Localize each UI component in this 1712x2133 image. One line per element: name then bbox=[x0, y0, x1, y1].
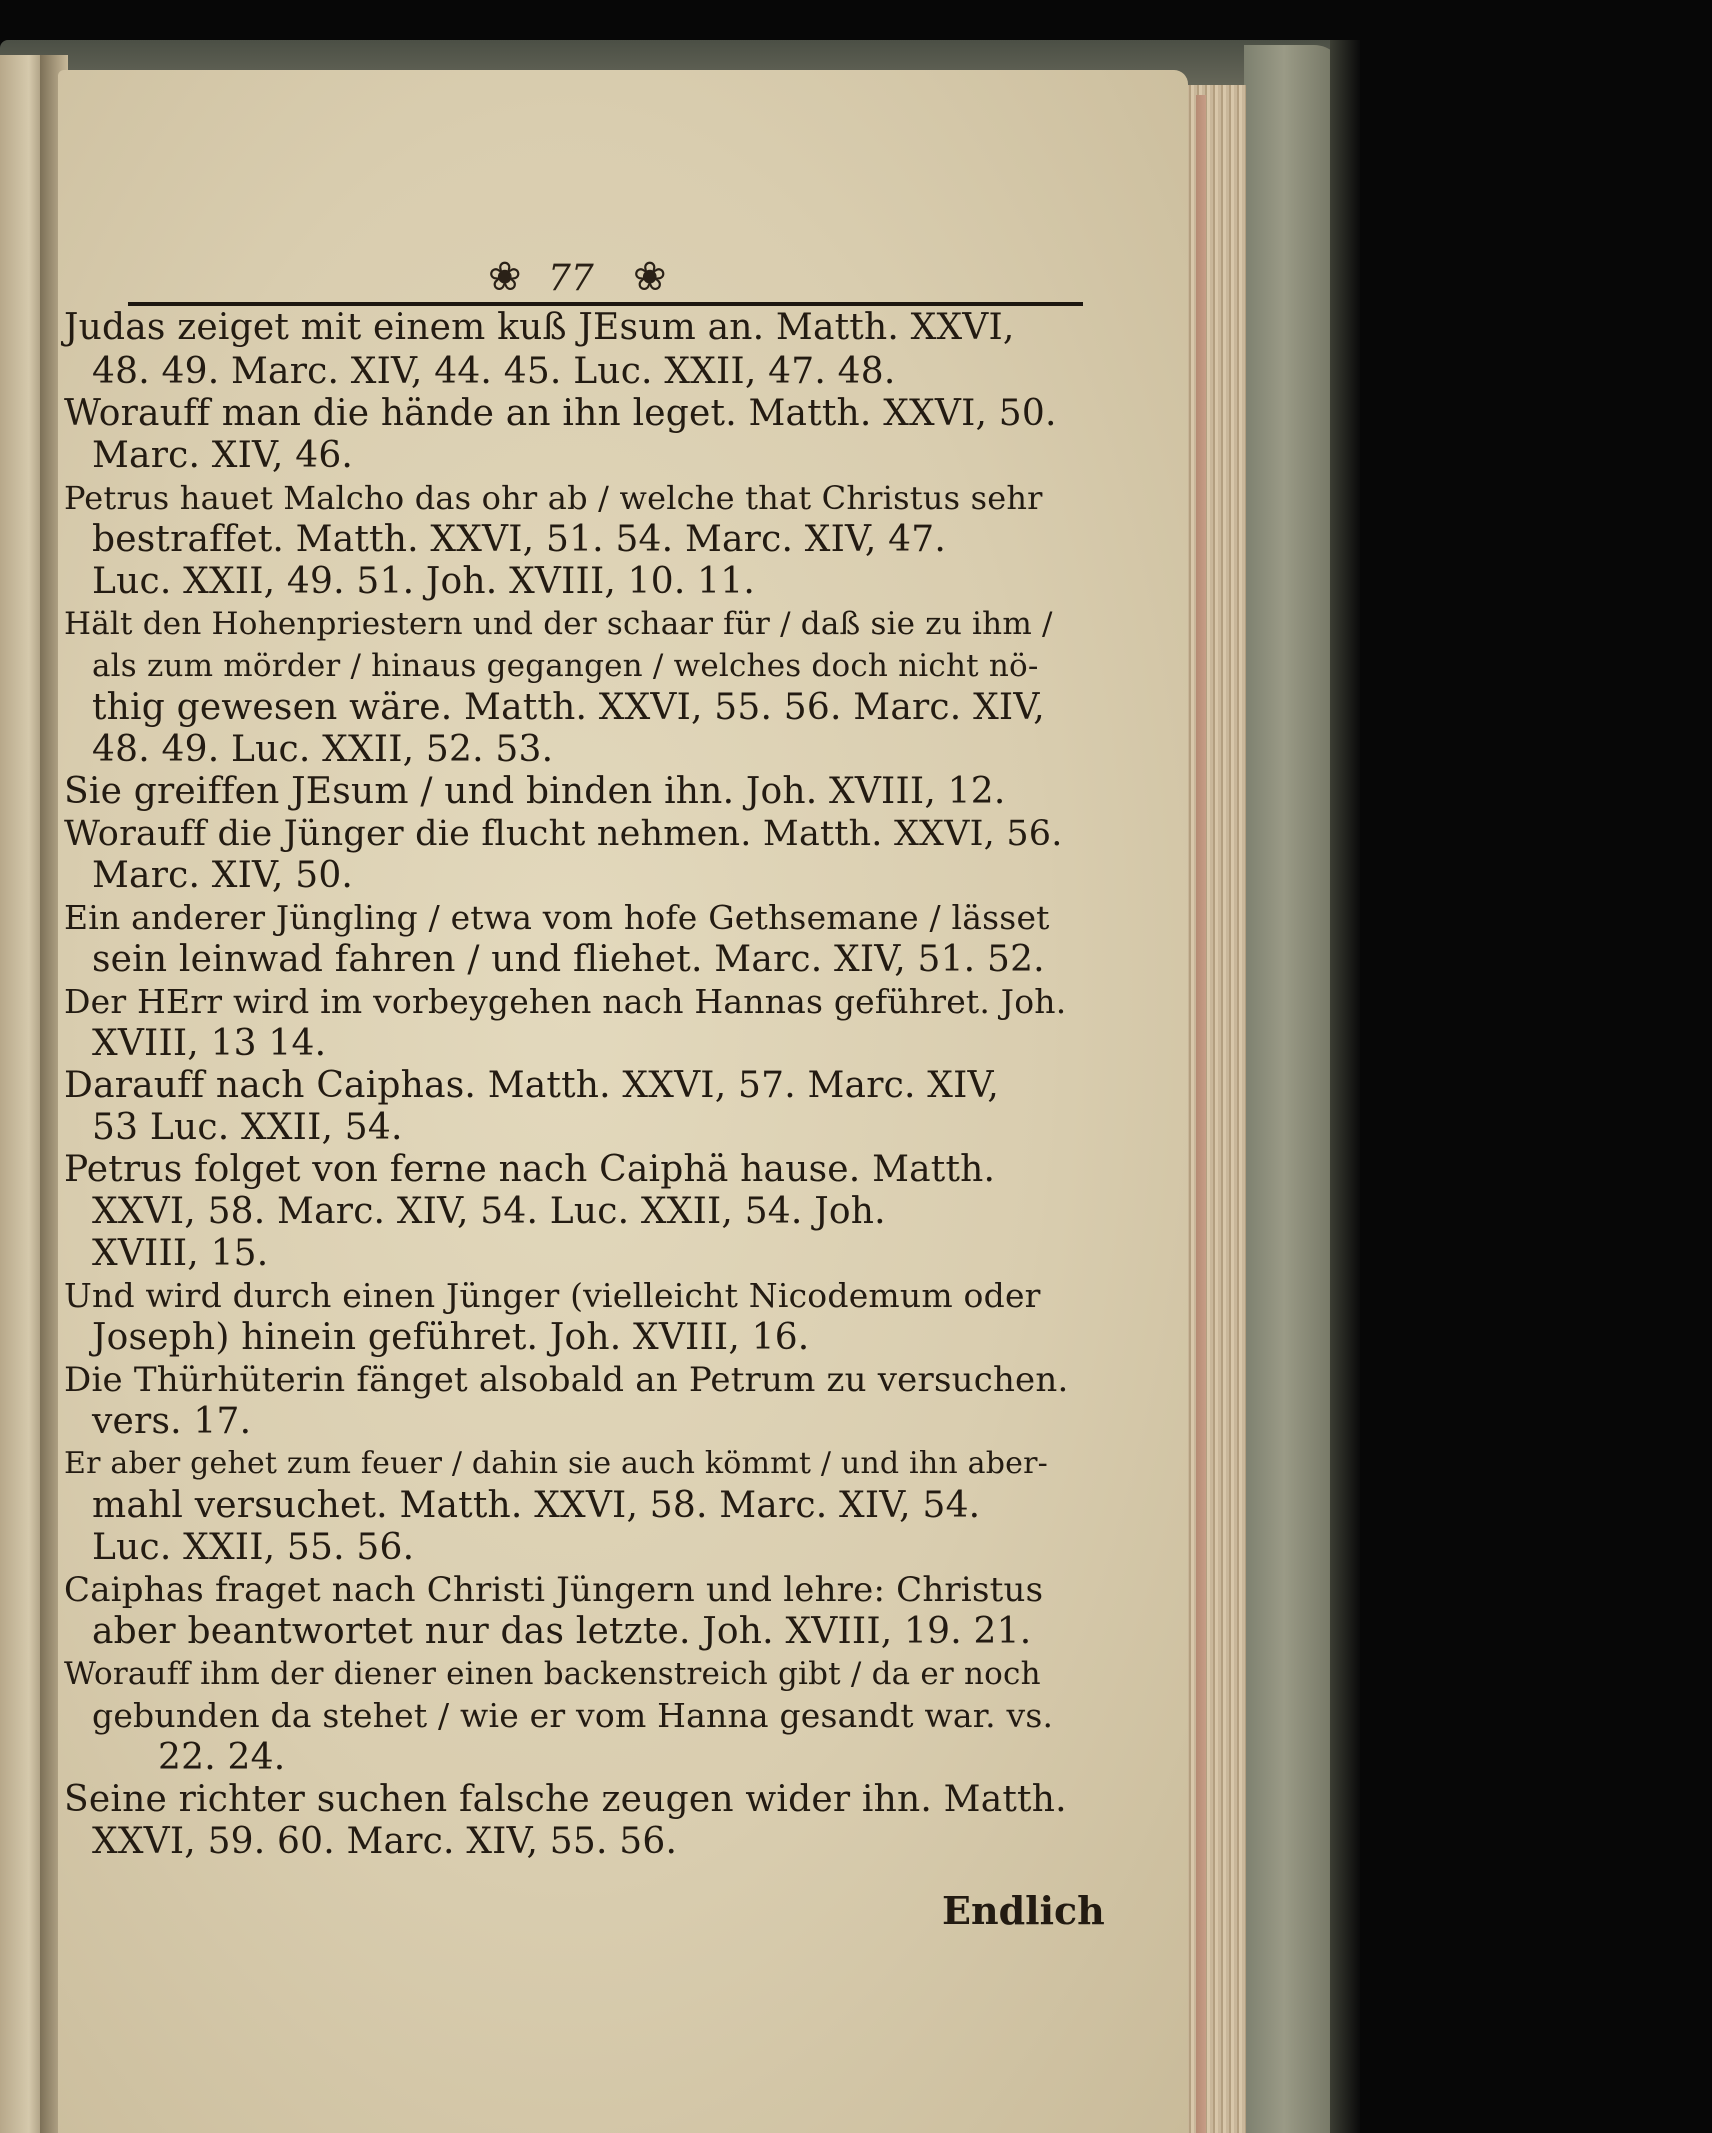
text-line: Caiphas fraget nach Christi Jüngern und lehre: Christus bbox=[64, 1570, 1044, 1610]
text-line: Petrus hauet Malcho das ohr ab / welche that Christus sehr bbox=[64, 479, 1043, 517]
text-line: XXVI, 58. Marc. XIV, 54. Luc. XXII, 54. Joh. bbox=[92, 1191, 886, 1232]
text-line: Sie greiffen JEsum / und binden ihn. Joh. XVIII, 12. bbox=[64, 771, 1006, 812]
text-line: Worauff ihm der diener einen backenstreich gibt / da er noch bbox=[64, 1656, 1041, 1692]
book-page bbox=[58, 70, 1188, 2133]
text-line: XXVI, 59. 60. Marc. XIV, 55. 56. bbox=[92, 1821, 678, 1862]
text-line: Worauff man die hände an ihn leget. Matth. XXVI, 50. bbox=[64, 393, 1057, 434]
text-line: Worauff die Jünger die flucht nehmen. Matth. XXVI, 56. bbox=[64, 814, 1063, 854]
text-line: Ein anderer Jüngling / etwa vom hofe Gethsemane / lässet bbox=[64, 898, 1050, 937]
text-line: 53 Luc. XXII, 54. bbox=[92, 1107, 403, 1148]
text-line: aber beantwortet nur das letzte. Joh. XVIII, 19. 21. bbox=[92, 1611, 1032, 1652]
text-line: Er aber gehet zum feuer / dahin sie auch kömmt / und ihn aber- bbox=[64, 1446, 1048, 1481]
red-edge-strip bbox=[1196, 95, 1206, 2133]
page-number: 77 bbox=[548, 258, 594, 299]
catchword: Endlich bbox=[942, 1888, 1105, 1933]
ornament-right-icon: ❀ bbox=[633, 254, 667, 300]
text-line: thig gewesen wäre. Matth. XXVI, 55. 56. Marc. XIV, bbox=[92, 687, 1045, 728]
text-line: Judas zeiget mit einem kuß JEsum an. Matth. XXVI, bbox=[64, 307, 1015, 348]
text-line: Marc. XIV, 50. bbox=[92, 855, 354, 896]
text-line: mahl versuchet. Matth. XXVI, 58. Marc. XIV, 54. bbox=[92, 1485, 981, 1526]
text-line: als zum mörder / hinaus gegangen / welches doch nicht nö- bbox=[92, 648, 1039, 684]
page-fore-edge bbox=[1186, 85, 1246, 2133]
text-line: Luc. XXII, 55. 56. bbox=[92, 1527, 415, 1568]
text-line: Seine richter suchen falsche zeugen wider ihn. Matth. bbox=[64, 1779, 1067, 1820]
ornament-left-icon: ❀ bbox=[488, 254, 522, 300]
cover-shadow bbox=[1330, 40, 1360, 2133]
text-line: gebunden da stehet / wie er vom Hanna gesandt war. vs. bbox=[92, 1696, 1054, 1735]
text-line: Hält den Hohenpriestern und der schaar für / daß sie zu ihm / bbox=[64, 606, 1053, 642]
text-line: 22. 24. bbox=[158, 1737, 286, 1778]
text-line: Petrus folget von ferne nach Caiphä hause. Matth. bbox=[64, 1149, 996, 1190]
text-line: Darauff nach Caiphas. Matth. XXVI, 57. Marc. XIV, bbox=[64, 1065, 1000, 1106]
page-header bbox=[128, 252, 1083, 312]
text-line: 48. 49. Marc. XIV, 44. 45. Luc. XXII, 47. 48. bbox=[92, 351, 896, 392]
text-line: 48. 49. Luc. XXII, 52. 53. bbox=[92, 729, 554, 770]
text-line: XVIII, 15. bbox=[92, 1233, 269, 1274]
text-line: Die Thürhüterin fänget alsobald an Petrum zu versuchen. bbox=[64, 1360, 1069, 1400]
book-cover-board bbox=[1244, 45, 1344, 2133]
text-line: XVIII, 13 14. bbox=[92, 1023, 327, 1064]
text-line: Luc. XXII, 49. 51. Joh. XVIII, 10. 11. bbox=[92, 561, 756, 602]
text-line: sein leinwad fahren / und fliehet. Marc. XIV, 51. 52. bbox=[92, 939, 1045, 980]
text-line: Marc. XIV, 46. bbox=[92, 435, 354, 476]
text-line: bestraffet. Matth. XXVI, 51. 54. Marc. XIV, 47. bbox=[92, 519, 947, 560]
text-line: Und wird durch einen Jünger (vielleicht Nicodemum oder bbox=[64, 1276, 1041, 1315]
text-line: vers. 17. bbox=[92, 1401, 252, 1442]
text-line: Joseph) hinein geführet. Joh. XVIII, 16. bbox=[92, 1317, 810, 1358]
text-line: Der HErr wird im vorbeygehen nach Hannas geführet. Joh. bbox=[64, 982, 1067, 1021]
